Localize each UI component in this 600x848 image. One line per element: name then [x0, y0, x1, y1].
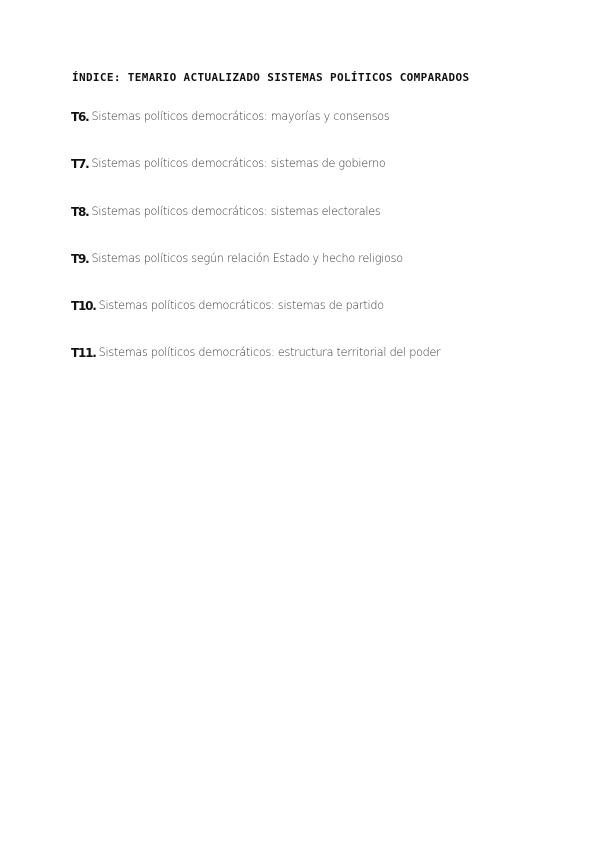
toc-item-text: Sistemas políticos democráticos: sistemas de gobierno	[91, 157, 386, 171]
toc-item	[71, 297, 571, 344]
toc-item-text: Sistemas políticos democráticos: mayorías y consensos	[91, 110, 390, 123]
toc-item-number: T7.	[71, 157, 89, 172]
toc-item-number: T10.	[71, 299, 96, 314]
toc-item	[71, 344, 571, 391]
toc-item	[71, 250, 571, 297]
toc-item-text: Sistemas políticos democráticos: sistemas de partido	[98, 299, 384, 313]
toc-item-number: T9.	[71, 251, 89, 266]
toc-item	[71, 203, 571, 250]
toc-item-number: T11.	[71, 346, 96, 361]
toc-item	[71, 108, 571, 155]
toc-item-text: Sistemas políticos según relación Estado y hecho religioso	[91, 251, 403, 265]
toc-item-text: Sistemas políticos democráticos: estructura territorial del poder	[98, 346, 441, 360]
table-of-contents	[71, 108, 571, 392]
toc-item-number: T6.	[71, 110, 89, 124]
toc-item-text: Sistemas políticos democráticos: sistemas electorales	[91, 204, 381, 218]
toc-item	[71, 155, 571, 202]
toc-item-number: T8.	[71, 204, 89, 219]
document-title: ÍNDICE: TEMARIO ACTUALIZADO SISTEMAS POLÍTICOS COMPARADOS	[72, 71, 470, 84]
